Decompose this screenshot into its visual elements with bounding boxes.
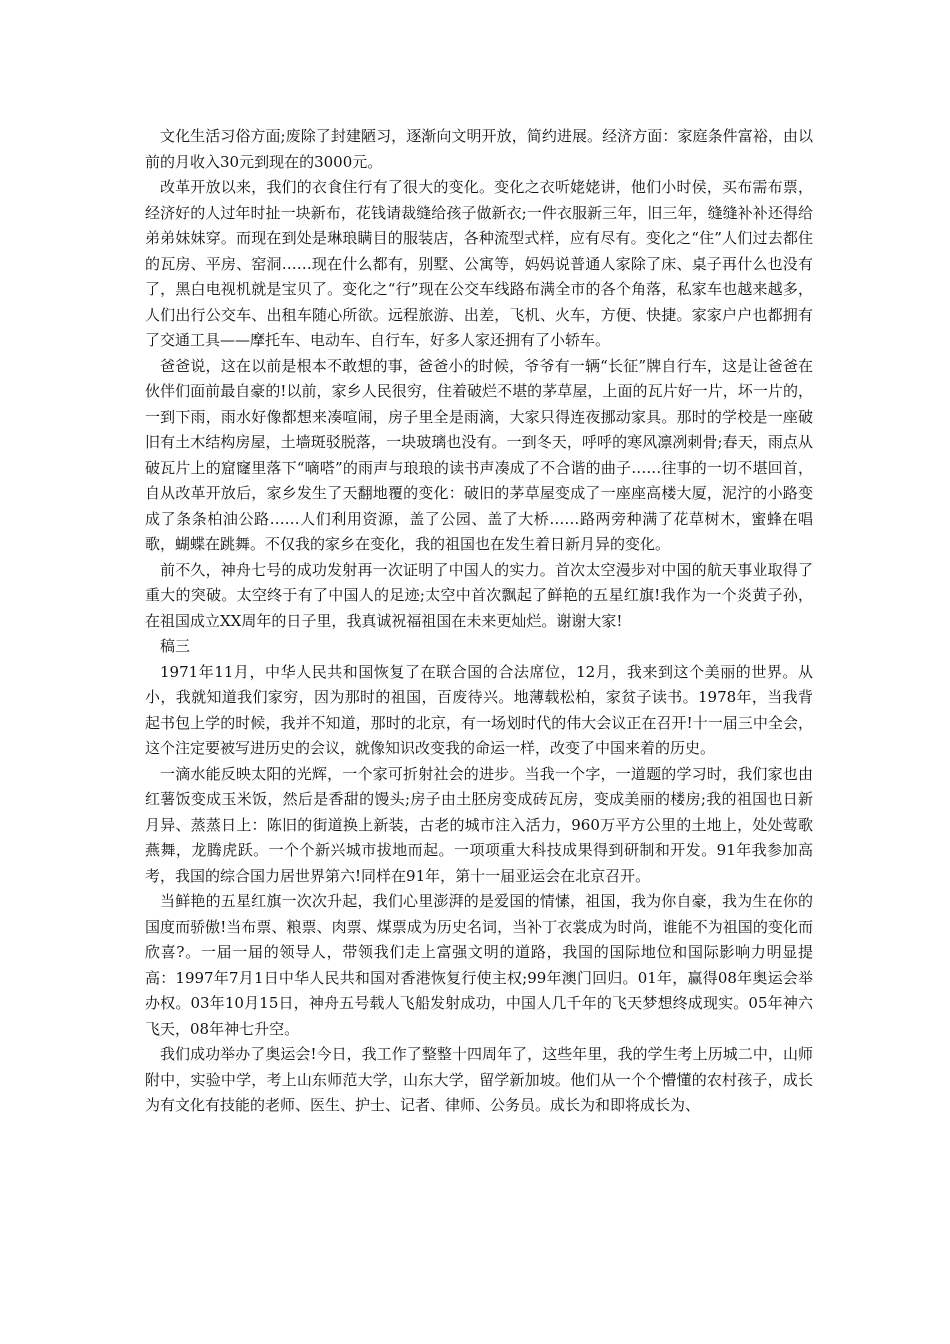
paragraph-shenzhou-seven: 前不久，神舟七号的成功发射再一次证明了中国人的实力。首次太空漫步对中国的航天事业取得了重大的突破。太空终于有了中国人的足迹;太空中首次飘起了鲜艳的五星红旗!我作为一个炎黄子孙，在祖国成立XX周年的日子里，我真诚祝福祖国在未来更灿烂。谢谢大家! [145,560,813,630]
document-body [145,124,813,1119]
section-heading-draft-three: 稿三 [160,637,191,655]
paragraph-father-memories: 爸爸说，这在以前是根本不敢想的事，爸爸小的时候，爷爷有一辆“长征”牌自行车，这是让爸爸在伙伴们面前最自豪的!以前，家乡人民很穷，住着破烂不堪的茅草屋，上面的瓦片好一片，坏一片的，一到下雨，雨水好像都想来凑喧闹，房子里全是雨滴，大家只得连夜挪动家具。那时的学校是一座破旧有土木结构房屋，土墙斑驳脱落，一块玻璃也没有。一到冬天，呼呼的寒风凛冽刺骨;春天，雨点从破瓦片上的窟窿里落下“嘀嗒”的雨声与琅琅的读书声凑成了不合谐的曲子……往事的一切不堪回首，自从改革开放后，家乡发生了天翻地覆的变化：破旧的茅草屋变成了一座座高楼大厦，泥泞的小路变成了条条柏油公路……人们利用资源，盖了公园、盖了大桥……路两旁种满了花草树木，蜜蜂在唱歌，蝴蝶在跳舞。不仅我的家乡在变化，我的祖国也在发生着日新月异的变化。 [145,356,813,553]
paragraph-reform-changes: 改革开放以来，我们的衣食住行有了很大的变化。变化之衣听姥姥讲，他们小时侯，买布需布票，经济好的人过年时扯一块新布，花钱请裁缝给孩子做新衣;一件衣服新三年，旧三年，缝缝补补还得给弟弟妹妹穿。而现在到处是琳琅瞒目的服装店，各种流型式样，应有尽有。变化之“住”人们过去都住的瓦房、平房、窑洞……现在什么都有，别墅、公寓等，妈妈说普通人家除了床、桌子再什么也没有了，黑白电视机就是宝贝了。变化之“行”现在公交车线路布满全市的各个角落，私家车也越来越多，人们出行公交车、出租车随心所欲。远程旅游、出差，飞机、火车，方便、快捷。家家户户也都拥有了交通工具——摩托车、电动车、自行车，好多人家还拥有了小轿车。 [145,178,813,349]
paragraph-red-flag: 当鲜艳的五星红旗一次次升起，我们心里澎湃的是爱国的情愫，祖国，我为你自豪，我为生在你的国度而骄傲!当布票、粮票、肉票、煤票成为历史名词，当补丁衣裳成为时尚，谁能不为祖国的变化而欣喜?。一届一届的领导人，带领我们走上富强文明的道路，我国的国际地位和国际影响力明显提高：1997年7月1日中华人民共和国对香港恢复行使主权;99年澳门回归。01年，赢得08年奥运会举办权。03年10月15日，神舟五号载人飞船发射成功，中国人几千年的飞天梦想终成现实。05年神六飞天，08年神七升空。 [145,892,813,1038]
paragraph-1971-birth: 1971年11月，中华人民共和国恢复了在联合国的合法席位，12月，我来到这个美丽的世界。从小，我就知道我们家穷，因为那时的祖国，百废待兴。地薄载松柏，家贫子读书。1978年，当我背起书包上学的时候，我并不知道，那时的北京，有一场划时代的伟大会议正在召开!十一届三中全会，这个注定要被写进历史的会议，就像知识改变我的命运一样，改变了中国来着的历史。 [145,662,813,757]
paragraph-water-drop: 一滴水能反映太阳的光辉，一个家可折射社会的进步。当我一个字，一道题的学习时，我们家也由红薯饭变成玉米饭，然后是香甜的馒头;房子由土胚房变成砖瓦房，变成美丽的楼房;我的祖国也日新月异、蒸蒸日上：陈旧的街道换上新装，古老的城市注入活力，960万平方公里的土地上，处处莺歌燕舞，龙腾虎跃。一个个新兴城市拔地而起。一项项重大科技成果得到研制和开发。91年我参加高考，我国的综合国力居世界第六!同样在91年，第十一届亚运会在北京召开。 [145,764,813,885]
paragraph-olympics-teaching: 我们成功举办了奥运会!今日，我工作了整整十四周年了，这些年里，我的学生考上历城二中，山师附中，实验中学，考上山东师范大学，山东大学，留学新加坡。他们从一个个懵懂的农村孩子，成长为有文化有技能的老师、医生、护士、记者、律师、公务员。成长为和即将成长为、 [145,1045,813,1114]
paragraph-culture-economy: 文化生活习俗方面;废除了封建陋习，逐渐向文明开放，简约进展。经济方面：家庭条件富裕，由以前的月收入30元到现在的3000元。 [145,127,813,171]
